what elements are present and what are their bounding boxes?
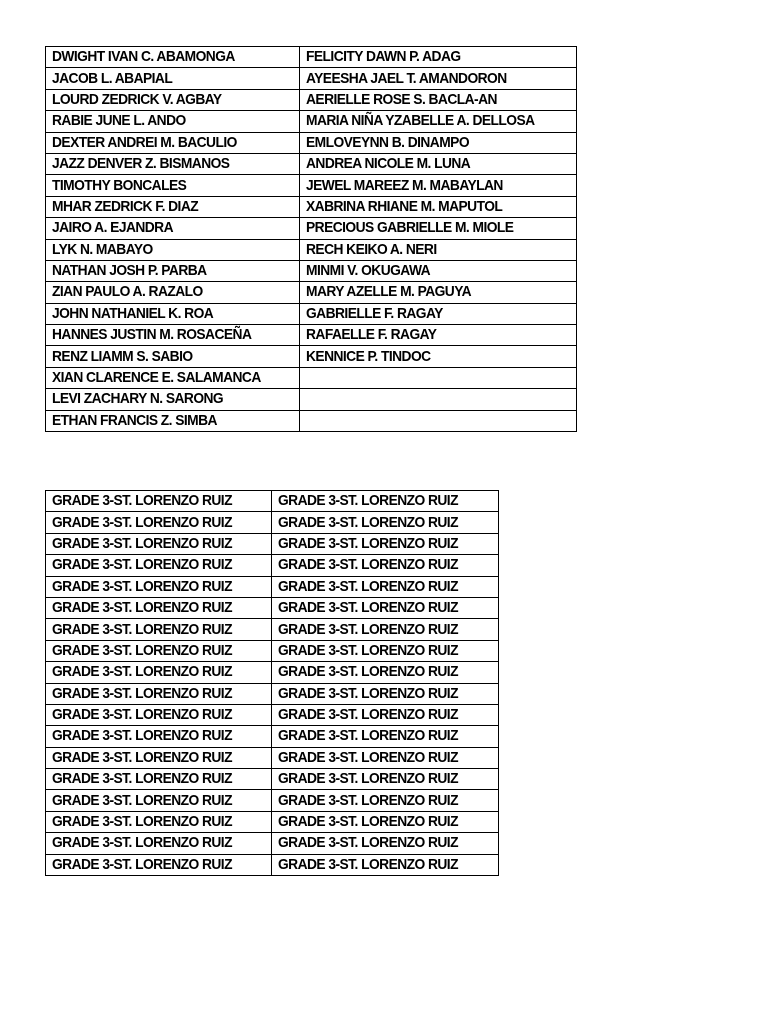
table-row — [46, 239, 577, 260]
cell-text: GRADE 3-ST. LORENZO RUIZ — [52, 577, 232, 595]
table-cell — [46, 196, 300, 217]
table-row — [46, 260, 577, 281]
table-cell — [300, 218, 577, 239]
table-cell — [46, 132, 300, 153]
cell-text: RENZ LIAMM S. SABIO — [52, 347, 193, 365]
table-row — [46, 196, 577, 217]
table-row — [46, 833, 499, 854]
cell-text: FELICITY DAWN P. ADAG — [306, 48, 461, 66]
table-cell — [272, 854, 499, 875]
table-cell — [46, 533, 272, 554]
cell-text: KENNICE P. TINDOC — [306, 347, 431, 365]
cell-text: MARIA NIÑA YZABELLE A. DELLOSA — [306, 112, 535, 130]
cell-text: JAZZ DENVER Z. BISMANOS — [52, 155, 230, 173]
cell-text: GRADE 3-ST. LORENZO RUIZ — [52, 748, 232, 766]
cell-text: GRADE 3-ST. LORENZO RUIZ — [52, 813, 232, 831]
table-cell — [272, 811, 499, 832]
cell-text: GRADE 3-ST. LORENZO RUIZ — [278, 748, 458, 766]
table-cell — [300, 239, 577, 260]
table-cell — [300, 68, 577, 89]
cell-text: RAFAELLE F. RAGAY — [306, 326, 437, 344]
cell-text: GRADE 3-ST. LORENZO RUIZ — [278, 534, 458, 552]
table-row — [46, 47, 577, 68]
cell-text: MARY AZELLE M. PAGUYA — [306, 283, 472, 301]
table-row — [46, 153, 577, 174]
table-row — [46, 811, 499, 832]
table-cell — [300, 410, 577, 431]
table-row — [46, 662, 499, 683]
table-cell — [46, 346, 300, 367]
cell-text: GRADE 3-ST. LORENZO RUIZ — [52, 791, 232, 809]
table-cell — [46, 619, 272, 640]
table-cell — [272, 555, 499, 576]
table-cell — [272, 769, 499, 790]
cell-text: GRADE 3-ST. LORENZO RUIZ — [278, 727, 458, 745]
cell-text: TIMOTHY BONCALES — [52, 176, 187, 194]
cell-text: XABRINA RHIANE M. MAPUTOL — [306, 197, 503, 215]
cell-text: GRADE 3-ST. LORENZO RUIZ — [52, 706, 232, 724]
cell-text: GRADE 3-ST. LORENZO RUIZ — [52, 492, 232, 510]
cell-text: GRADE 3-ST. LORENZO RUIZ — [52, 663, 232, 681]
table-cell — [300, 47, 577, 68]
cell-text: GRADE 3-ST. LORENZO RUIZ — [278, 513, 458, 531]
table-row — [46, 325, 577, 346]
cell-text: RECH KEIKO A. NERI — [306, 240, 437, 258]
table-row — [46, 555, 499, 576]
cell-text: GRADE 3-ST. LORENZO RUIZ — [52, 855, 232, 873]
table-cell — [46, 811, 272, 832]
table-row — [46, 747, 499, 768]
table-row — [46, 640, 499, 661]
cell-text: GRADE 3-ST. LORENZO RUIZ — [278, 641, 458, 659]
cell-text: GRADE 3-ST. LORENZO RUIZ — [278, 834, 458, 852]
cell-text: GRADE 3-ST. LORENZO RUIZ — [278, 855, 458, 873]
table-cell — [300, 89, 577, 110]
table-cell — [46, 303, 300, 324]
table-cell — [46, 367, 300, 388]
table-row — [46, 533, 499, 554]
table-cell — [46, 597, 272, 618]
table-cell — [46, 47, 300, 68]
cell-text: HANNES JUSTIN M. ROSACEÑA — [52, 326, 252, 344]
cell-text: GRADE 3-ST. LORENZO RUIZ — [278, 556, 458, 574]
table-row — [46, 218, 577, 239]
cell-text: GRADE 3-ST. LORENZO RUIZ — [52, 620, 232, 638]
table-cell — [46, 640, 272, 661]
table-row — [46, 576, 499, 597]
names-table — [45, 46, 577, 432]
table-row — [46, 282, 577, 303]
table-cell — [272, 726, 499, 747]
table-cell — [272, 512, 499, 533]
names-table-body — [46, 47, 577, 432]
table-cell — [46, 726, 272, 747]
table-row — [46, 89, 577, 110]
cell-text: LEVI ZACHARY N. SARONG — [52, 390, 224, 408]
table-cell — [300, 175, 577, 196]
table-cell — [272, 704, 499, 725]
table-cell — [300, 132, 577, 153]
table-cell — [46, 576, 272, 597]
cell-text: GRADE 3-ST. LORENZO RUIZ — [278, 577, 458, 595]
table-cell — [46, 153, 300, 174]
table-row — [46, 726, 499, 747]
cell-text: MINMI V. OKUGAWA — [306, 262, 431, 280]
cell-text: ZIAN PAULO A. RAZALO — [52, 283, 203, 301]
grades-table — [45, 490, 499, 876]
cell-text: EMLOVEYNN B. DINAMPO — [306, 133, 470, 151]
cell-text: GRADE 3-ST. LORENZO RUIZ — [52, 513, 232, 531]
cell-text: JEWEL MAREEZ M. MABAYLAN — [306, 176, 503, 194]
cell-text: PRECIOUS GABRIELLE M. MIOLE — [306, 219, 514, 237]
table-cell — [46, 218, 300, 239]
cell-text: GRADE 3-ST. LORENZO RUIZ — [52, 599, 232, 617]
cell-text: AERIELLE ROSE S. BACLA-AN — [306, 90, 497, 108]
table-cell — [46, 704, 272, 725]
table-cell — [46, 769, 272, 790]
cell-text: GRADE 3-ST. LORENZO RUIZ — [52, 834, 232, 852]
table-row — [46, 389, 577, 410]
table-cell — [46, 662, 272, 683]
table-row — [46, 367, 577, 388]
table-cell — [272, 640, 499, 661]
table-row — [46, 175, 577, 196]
table-cell — [272, 619, 499, 640]
table-row — [46, 854, 499, 875]
table-row — [46, 619, 499, 640]
table-row — [46, 132, 577, 153]
table-cell — [46, 282, 300, 303]
table-cell — [46, 325, 300, 346]
table-row — [46, 512, 499, 533]
table-cell — [300, 346, 577, 367]
table-cell — [46, 111, 300, 132]
cell-text: LYK N. MABAYO — [52, 240, 153, 258]
table-cell — [272, 597, 499, 618]
table-cell — [272, 747, 499, 768]
table-cell — [46, 89, 300, 110]
table-cell — [46, 854, 272, 875]
table-cell — [46, 555, 272, 576]
cell-text: JOHN NATHANIEL K. ROA — [52, 304, 214, 322]
cell-text: JAIRO A. EJANDRA — [52, 219, 174, 237]
cell-text: GRADE 3-ST. LORENZO RUIZ — [52, 770, 232, 788]
table-cell — [46, 389, 300, 410]
cell-text: GRADE 3-ST. LORENZO RUIZ — [278, 663, 458, 681]
table-cell — [46, 512, 272, 533]
table-cell — [272, 491, 499, 512]
cell-text: GRADE 3-ST. LORENZO RUIZ — [278, 492, 458, 510]
table-row — [46, 683, 499, 704]
cell-text: GABRIELLE F. RAGAY — [306, 304, 443, 322]
table-cell — [272, 533, 499, 554]
cell-text: DEXTER ANDREI M. BACULIO — [52, 133, 237, 151]
cell-text: AYEESHA JAEL T. AMANDORON — [306, 69, 507, 87]
cell-text: GRADE 3-ST. LORENZO RUIZ — [278, 620, 458, 638]
cell-text: DWIGHT IVAN C. ABAMONGA — [52, 48, 235, 66]
table-cell — [300, 303, 577, 324]
table-cell — [300, 282, 577, 303]
cell-text: RABIE JUNE L. ANDO — [52, 112, 186, 130]
table-cell — [46, 491, 272, 512]
table-row — [46, 303, 577, 324]
table-row — [46, 410, 577, 431]
cell-text: GRADE 3-ST. LORENZO RUIZ — [278, 706, 458, 724]
table-row — [46, 346, 577, 367]
table-row — [46, 704, 499, 725]
table-cell — [300, 196, 577, 217]
table-cell — [300, 367, 577, 388]
cell-text: MHAR ZEDRICK F. DIAZ — [52, 197, 199, 215]
table-row — [46, 790, 499, 811]
cell-text: GRADE 3-ST. LORENZO RUIZ — [278, 684, 458, 702]
table-cell — [272, 683, 499, 704]
table-cell — [272, 790, 499, 811]
table-cell — [300, 153, 577, 174]
table-cell — [46, 260, 300, 281]
table-cell — [300, 260, 577, 281]
table-cell — [46, 239, 300, 260]
table-cell — [300, 111, 577, 132]
table-cell — [300, 389, 577, 410]
cell-text: GRADE 3-ST. LORENZO RUIZ — [278, 599, 458, 617]
table-cell — [46, 790, 272, 811]
table-cell — [46, 683, 272, 704]
table-row — [46, 68, 577, 89]
cell-text: GRADE 3-ST. LORENZO RUIZ — [52, 727, 232, 745]
cell-text: GRADE 3-ST. LORENZO RUIZ — [278, 770, 458, 788]
table-cell — [300, 325, 577, 346]
cell-text: GRADE 3-ST. LORENZO RUIZ — [52, 534, 232, 552]
table-row — [46, 597, 499, 618]
table-cell — [46, 68, 300, 89]
table-cell — [46, 833, 272, 854]
cell-text: ANDREA NICOLE M. LUNA — [306, 155, 471, 173]
table-cell — [46, 410, 300, 431]
table-cell — [272, 662, 499, 683]
table-cell — [46, 747, 272, 768]
cell-text: NATHAN JOSH P. PARBA — [52, 262, 207, 280]
cell-text: ETHAN FRANCIS Z. SIMBA — [52, 411, 217, 429]
cell-text: GRADE 3-ST. LORENZO RUIZ — [278, 791, 458, 809]
cell-text: GRADE 3-ST. LORENZO RUIZ — [278, 813, 458, 831]
table-cell — [46, 175, 300, 196]
cell-text: LOURD ZEDRICK V. AGBAY — [52, 90, 222, 108]
table-cell — [272, 576, 499, 597]
cell-text: GRADE 3-ST. LORENZO RUIZ — [52, 641, 232, 659]
table-row — [46, 491, 499, 512]
table-cell — [272, 833, 499, 854]
table-row — [46, 111, 577, 132]
cell-text: XIAN CLARENCE E. SALAMANCA — [52, 369, 261, 387]
cell-text: GRADE 3-ST. LORENZO RUIZ — [52, 684, 232, 702]
grades-table-body — [46, 491, 499, 876]
table-row — [46, 769, 499, 790]
cell-text: GRADE 3-ST. LORENZO RUIZ — [52, 556, 232, 574]
cell-text: JACOB L. ABAPIAL — [52, 69, 173, 87]
